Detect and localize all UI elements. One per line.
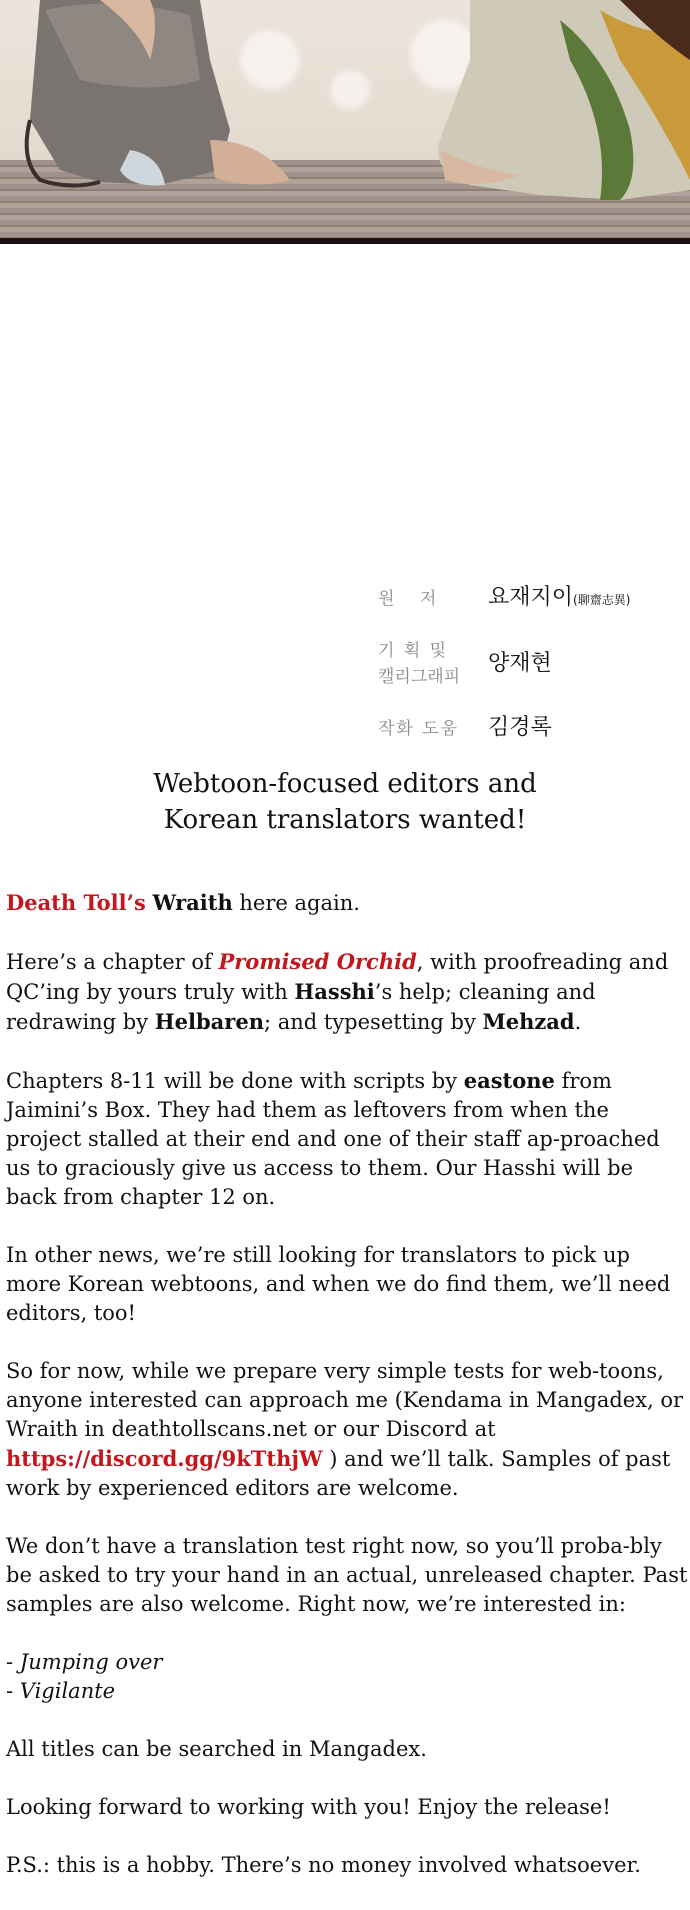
text-span: Chapters 8-11 will be done with scripts by [6, 1069, 464, 1093]
list-title-2: Vigilante [19, 1679, 116, 1703]
notes-paragraph-contact [6, 1357, 688, 1503]
credit-label-original: 원 저 [378, 589, 447, 609]
credit-label-planning-1: 기 획 및 [378, 641, 449, 661]
list-title-1: Jumping over [19, 1650, 163, 1674]
staff-name-hasshi: Hasshi [294, 979, 375, 1004]
staff-name-mehzad: Mehzad [482, 1009, 575, 1034]
list-dash: - [6, 1650, 20, 1674]
text-span: Here’s a chapter of [6, 950, 219, 974]
comic-panel-image [0, 0, 690, 244]
text-span: So for now, while we prepare very simple tests for web-toons, anyone interested can approach me (Kendama in Mangadex, or Wraith in deathtollscans.net or our Discord at [6, 1359, 684, 1441]
recruitment-heading-line-2: Korean translators wanted! [163, 805, 527, 835]
text-span: , with proofreading and QC’ing by yours truly with [6, 950, 669, 1004]
recruitment-heading [0, 766, 690, 838]
credit-label-assist: 작화 도움 [378, 719, 460, 739]
text-span: ) and we’ll talk. Samples of past work by experienced editors are welcome. [6, 1447, 671, 1500]
text-span: . [574, 1010, 582, 1034]
notes-paragraph-test: We don’t have a translation test right now, so you’ll proba-bly be asked to try your hand in an actual, unreleased chapter. Past samples are also welcome. Right now, we’re interested in: [6, 1534, 688, 1616]
author-name: Wraith [152, 890, 233, 915]
notes-paragraph-ps: P.S.: this is a hobby. There’s no money involved whatsoever. [6, 1853, 641, 1877]
notes-paragraph-search: All titles can be searched in Mangadex. [6, 1737, 427, 1761]
credit-value-original [488, 580, 630, 611]
credit-value-planning: 양재현 [488, 651, 552, 676]
credit-label-planning-2: 캘리그래피 [378, 667, 461, 687]
text-span: ; and typesetting by [263, 1010, 483, 1034]
credit-author-name: 요재지이 [488, 585, 574, 610]
list-item [6, 1677, 688, 1706]
group-name: Death Toll’s [6, 890, 146, 915]
notes-paragraph-credits [6, 947, 688, 1037]
notes-intro [6, 888, 688, 918]
series-title: Promised Orchid [218, 949, 417, 974]
notes-intro-rest: here again. [232, 891, 360, 915]
recruitment-heading-line-1: Webtoon-focused editors and [153, 769, 537, 799]
discord-link[interactable]: https://discord.gg/9kTthjW [6, 1446, 323, 1471]
notes-paragraph-scripts [6, 1066, 688, 1212]
credit-author-hanja: (聊齋志異) [573, 593, 631, 607]
translator-notes [6, 888, 688, 1909]
text-span: ’s help; cleaning and redrawing by [6, 980, 596, 1034]
staff-name-helbaren: Helbaren [154, 1009, 264, 1034]
text-span: from Jaimini’s Box. They had them as leftovers from when the project stalled at their end and one of their staff ap-proached us to graciously give us access to them. Our Hasshi will be back from chapter 12 on. [6, 1069, 660, 1209]
staff-name-eastone: eastone [463, 1068, 555, 1093]
list-item [6, 1648, 688, 1677]
notes-paragraph-thanks: Looking forward to working with you! Enjoy the release! [6, 1795, 611, 1819]
notes-paragraph-news: In other news, we’re still looking for translators to pick up more Korean webtoons, and when we do find them, we’ll need editors, too! [6, 1243, 671, 1325]
list-dash: - [6, 1679, 20, 1703]
credit-value-assist: 김경록 [488, 715, 552, 740]
